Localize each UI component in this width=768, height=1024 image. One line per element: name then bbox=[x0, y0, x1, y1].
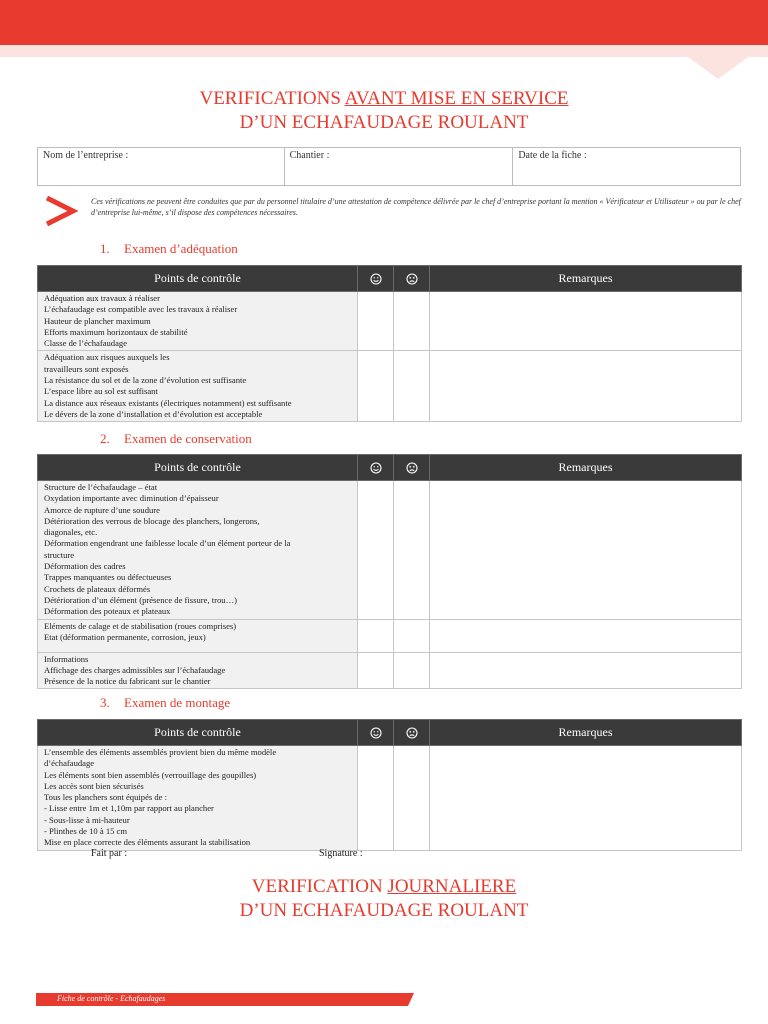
control-point-line: La résistance du sol et de la zone d’évolution est suffisante bbox=[44, 375, 247, 386]
control-point-line: Détérioration d’un élément (présence de fissure, trou…) bbox=[44, 594, 238, 605]
top-pink-band bbox=[0, 45, 768, 57]
second-title-line2: D’UN ECHAFAUDAGE ROULANT bbox=[239, 900, 529, 921]
table-header-row bbox=[38, 720, 742, 746]
ok-checkbox-cell[interactable] bbox=[358, 292, 394, 351]
site-field[interactable]: Chantier : bbox=[285, 148, 514, 185]
nok-header bbox=[394, 720, 430, 746]
control-point-line: Informations bbox=[44, 653, 89, 664]
control-point-line: Efforts maximum horizontaux de stabilité bbox=[44, 326, 188, 337]
control-point-line: - Lisse entre 1m et 1,10m par rapport au plancher bbox=[44, 803, 214, 814]
control-point-line: travailleurs sont exposés bbox=[44, 363, 129, 374]
control-point-line: - Plinthes de 10 à 15 cm bbox=[44, 826, 128, 837]
frown-icon bbox=[406, 271, 418, 285]
points-header: Points de contrôle bbox=[38, 455, 358, 481]
table-row bbox=[38, 619, 742, 652]
control-point-line: Eléments de calage et de stabilisation (roues comprises) bbox=[44, 620, 237, 631]
table-row bbox=[38, 351, 742, 422]
control-point-line: Les éléments sont bien assemblés (verrouillage des goupilles) bbox=[44, 769, 257, 780]
footer-text: Fiche de contrôle - Echafaudages bbox=[57, 994, 166, 1003]
control-point-line: L’échafaudage est compatible avec les travaux à réaliser bbox=[44, 304, 238, 315]
frown-icon bbox=[406, 460, 418, 474]
control-point-line: Etat (déformation permanente, corrosion, jeux) bbox=[44, 631, 206, 642]
control-point-line: Déformation des cadres bbox=[44, 561, 126, 572]
nok-checkbox-cell[interactable] bbox=[394, 481, 430, 620]
control-point-line: Classe de l’échafaudage bbox=[44, 338, 128, 349]
top-red-band bbox=[0, 0, 768, 45]
control-point-line: Amorce de rupture d’une soudure bbox=[44, 504, 160, 515]
section-title-text: Examen de montage bbox=[124, 695, 231, 710]
ok-header bbox=[358, 720, 394, 746]
control-point-line: Déformation des poteaux et plateaux bbox=[44, 606, 171, 617]
main-title-part1: VERIFICATIONS bbox=[199, 88, 345, 109]
nok-checkbox-cell[interactable] bbox=[394, 292, 430, 351]
smile-icon bbox=[370, 271, 382, 285]
ok-checkbox-cell[interactable] bbox=[358, 746, 394, 851]
main-title-line2: D’UN ECHAFAUDAGE ROULANT bbox=[239, 112, 529, 133]
ok-checkbox-cell[interactable] bbox=[358, 619, 394, 652]
sheet-date-field[interactable]: Date de la fiche : bbox=[518, 150, 587, 161]
control-point-line: d’échafaudage bbox=[44, 758, 95, 769]
ok-header bbox=[358, 266, 394, 292]
control-point-line: Présence de la notice du fabricant sur le chantier bbox=[44, 676, 211, 687]
second-title bbox=[0, 875, 768, 898]
table-row bbox=[38, 652, 742, 689]
control-point-line: Le dévers de la zone d’installation et d’évolution est acceptable bbox=[44, 408, 263, 419]
control-point-line: Hauteur de plancher maximum bbox=[44, 315, 151, 326]
control-points-cell bbox=[38, 292, 358, 351]
table-header-row bbox=[38, 455, 742, 481]
nok-checkbox-cell[interactable] bbox=[394, 351, 430, 422]
section-title-3 bbox=[100, 695, 230, 711]
checklist-table-2 bbox=[37, 454, 742, 689]
control-point-line: Mise en place correcte des éléments assurant la stabilisation bbox=[44, 837, 251, 848]
checklist-table-1 bbox=[37, 265, 742, 422]
nok-header bbox=[394, 455, 430, 481]
checklist-table-3 bbox=[37, 719, 742, 851]
nok-header bbox=[394, 266, 430, 292]
remarks-header: Remarques bbox=[430, 266, 742, 292]
nok-checkbox-cell[interactable] bbox=[394, 619, 430, 652]
section-number: 2. bbox=[100, 431, 110, 446]
control-points-cell bbox=[38, 652, 358, 689]
second-title-part2: JOURNALIERE bbox=[387, 876, 517, 897]
smile-icon bbox=[370, 460, 382, 474]
chevron-right-icon bbox=[44, 196, 78, 226]
ok-header bbox=[358, 455, 394, 481]
main-title-part2: AVANT MISE EN SERVICE bbox=[344, 88, 569, 109]
top-notch-decoration bbox=[688, 57, 748, 79]
ok-checkbox-cell[interactable] bbox=[358, 481, 394, 620]
remarks-cell[interactable] bbox=[430, 481, 742, 620]
remarks-cell[interactable] bbox=[430, 619, 742, 652]
control-point-line: Affichage des charges admissibles sur l’échafaudage bbox=[44, 664, 226, 675]
second-title-part1: VERIFICATION bbox=[251, 876, 388, 897]
frown-icon bbox=[406, 725, 418, 739]
control-point-line: Oxydation importante avec diminution d’épaisseur bbox=[44, 493, 219, 504]
section-title-text: Examen d’adéquation bbox=[124, 241, 238, 256]
control-points-cell bbox=[38, 746, 358, 851]
info-table bbox=[37, 147, 741, 186]
control-point-line: Adéquation aux travaux à réaliser bbox=[44, 293, 160, 303]
control-point-line: diagonales, etc. bbox=[44, 527, 98, 538]
remarks-cell[interactable] bbox=[430, 292, 742, 351]
main-title bbox=[0, 87, 768, 110]
section-title-1 bbox=[100, 241, 238, 257]
points-header: Points de contrôle bbox=[38, 720, 358, 746]
remarks-cell[interactable] bbox=[430, 351, 742, 422]
nok-checkbox-cell[interactable] bbox=[394, 746, 430, 851]
nok-checkbox-cell[interactable] bbox=[394, 652, 430, 689]
signature-label: Signature : bbox=[319, 848, 363, 859]
remarks-header: Remarques bbox=[430, 720, 742, 746]
section-number: 3. bbox=[100, 695, 110, 710]
remarks-cell[interactable] bbox=[430, 746, 742, 851]
control-points-cell bbox=[38, 481, 358, 620]
smile-icon bbox=[370, 725, 382, 739]
remarks-cell[interactable] bbox=[430, 652, 742, 689]
section-number: 1. bbox=[100, 241, 110, 256]
done-by-label: Fait par : bbox=[91, 848, 128, 859]
control-points-cell bbox=[38, 351, 358, 422]
control-point-line: Trappes manquantes ou défectueuses bbox=[44, 572, 172, 583]
table-header-row bbox=[38, 266, 742, 292]
control-point-line: L’espace libre au sol est suffisant bbox=[44, 386, 158, 397]
control-point-line: L’ensemble des éléments assemblés provient bien du même modèle bbox=[44, 747, 277, 757]
section-title-text: Examen de conservation bbox=[124, 431, 252, 446]
table-row bbox=[38, 481, 742, 620]
ok-checkbox-cell[interactable] bbox=[358, 351, 394, 422]
control-point-line: Déformation engendrant une faiblesse locale d’un élément porteur de la bbox=[44, 538, 291, 549]
company-name-field[interactable]: Nom de l’entreprise : bbox=[38, 148, 285, 185]
competence-notice: Ces vérifications ne peuvent être conduites que par du personnel titulaire d’une attestation de compétence délivrée par le chef d’entreprise portant la mention « Vérificateur et Utilisateur » ou par le chef d’entreprise lui-même, s’il dispose des compétences nécessaires. bbox=[91, 197, 741, 217]
control-point-line: Détérioration des verrous de blocage des planchers, longerons, bbox=[44, 515, 260, 526]
control-point-line: Tous les planchers sont équipés de : bbox=[44, 792, 168, 803]
section-title-2 bbox=[100, 431, 252, 447]
control-point-line: Adéquation aux risques auxquels les bbox=[44, 352, 170, 363]
points-header: Points de contrôle bbox=[38, 266, 358, 292]
table-row bbox=[38, 746, 742, 851]
remarks-header: Remarques bbox=[430, 455, 742, 481]
table-row bbox=[38, 292, 742, 351]
control-point-line: Crochets de plateaux déformés bbox=[44, 583, 151, 594]
control-points-cell bbox=[38, 619, 358, 652]
control-point-line: Les accès sont bien sécurisés bbox=[44, 780, 144, 791]
control-point-line: La distance aux réseaux existants (électriques notamment) est suffisante bbox=[44, 397, 292, 408]
control-point-line: structure bbox=[44, 549, 75, 560]
control-point-line: - Sous-lisse à mi-hauteur bbox=[44, 814, 130, 825]
ok-checkbox-cell[interactable] bbox=[358, 652, 394, 689]
control-point-line: Structure de l’échafaudage – état bbox=[44, 482, 158, 492]
